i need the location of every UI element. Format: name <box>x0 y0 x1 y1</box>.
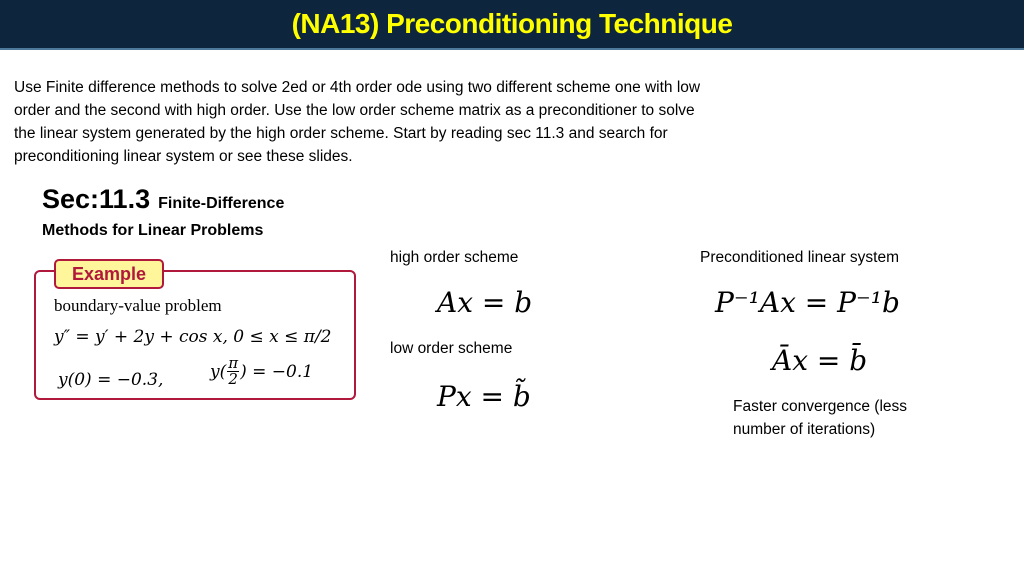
boundary-condition-left: y(0) = −0.3, <box>58 370 164 390</box>
boundary-condition-right <box>210 356 313 387</box>
section-number: Sec:11.3 <box>42 184 151 214</box>
example-heading: boundary-value problem <box>54 296 222 315</box>
pi-over-2-fraction <box>227 356 239 387</box>
intro-paragraph: Use Finite difference methods to solve 2ed or 4th order ode using two different scheme one with low order and the second with high order. Use the low order scheme matrix as a preconditioner to solve the linear system generated by the high order scheme. Start by reading sec 11.3 and search for preconditioning linear system or see these slides. <box>14 79 701 165</box>
slide-title: (NA13) Preconditioning Technique <box>291 8 733 39</box>
low-order-equation: Px = b̃ <box>437 380 531 413</box>
convergence-note: Faster convergence (less number of iterations) <box>733 398 908 438</box>
fraction-numerator: π <box>228 354 239 372</box>
section-title-part2: Methods for Linear Problems <box>42 222 264 239</box>
high-order-label: high order scheme <box>390 249 519 266</box>
preconditioned-bar-equation: Āx = b̄ <box>772 344 868 377</box>
ode-equation: y″ = y′ + 2y + cos x, 0 ≤ x ≤ π/2 <box>54 327 332 347</box>
bc2-prefix: y( <box>210 361 227 382</box>
high-order-equation: Ax = b <box>437 286 533 319</box>
fraction-denominator: 2 <box>228 370 238 388</box>
low-order-label: low order scheme <box>390 340 513 357</box>
example-tag: Example <box>54 259 164 289</box>
preconditioned-equation: P⁻¹Ax = P⁻¹b <box>715 286 900 319</box>
preconditioned-label: Preconditioned linear system <box>700 249 900 266</box>
bc2-suffix: ) = −0.1 <box>240 361 314 382</box>
section-title-part1: Finite-Difference <box>158 195 285 212</box>
slide-header <box>0 0 1024 50</box>
section-heading <box>42 184 284 215</box>
